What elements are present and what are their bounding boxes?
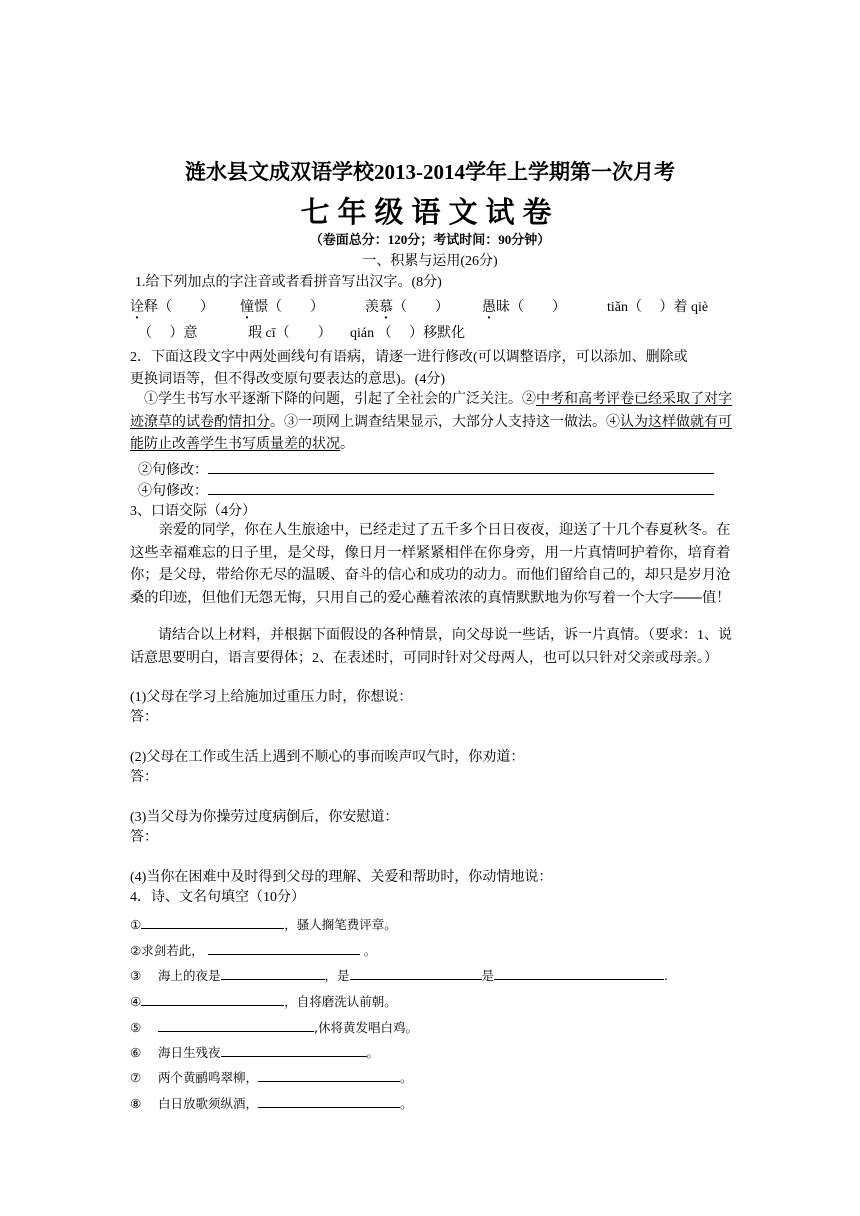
q4-line-7: ⑦ 两个黄鹂鸣翠柳， 。 — [130, 1067, 413, 1086]
q2-fix-4: ④句修改： — [138, 480, 714, 500]
q1-item-3: 羡慕（ ） — [365, 300, 449, 315]
q2-fix-2: ②句修改： — [138, 459, 714, 479]
q3-instruction: 请结合以上材料，并根据下面假设的各种情景，向父母说一些话，诉一片真情。（要求：1、说话意思要明白，语言要得体；2、在表述时，可同时针对父母两人，也可以只针对父亲或母亲。） — [130, 628, 732, 666]
q3-scenario-1: (1)父母在学习上给施加过重压力时，你想说： — [130, 690, 413, 705]
q4-line-3: ③ 海上的夜是 ，是 是 . — [130, 965, 668, 984]
q1-line2-item-3: qián （ ）移默化 — [350, 326, 466, 341]
q3-answer-3: 答： — [130, 830, 158, 845]
q4-line-8: ⑧ 白日放歌须纵酒， 。 — [130, 1093, 413, 1112]
q4-line-6: ⑥ 海日生残夜 。 — [130, 1042, 379, 1061]
exam-title: 七年级语文试卷 — [300, 197, 560, 229]
section-heading: 一、积累与运用(26分) — [362, 254, 498, 269]
q3-scenario-4: (4)当你在困难中及时得到父母的理解、关爱和帮助时，你动情地说： — [130, 870, 553, 885]
q4-line-1: ① ，骚人搁笔费评章。 — [130, 914, 397, 933]
q1-item-2: 憧憬（ ） — [240, 300, 324, 315]
q1-line2-item-1: （ ）意 — [138, 326, 198, 341]
q2-passage: ①学生书写水平逐渐下降的问题，引起了全社会的广泛关注。②中考和高考评卷已经采取了对字迹潦草的试卷酌情扣分。③一项网上调查结果显示，大部分人支持这一做法。④认为这样做就有可能防止改善学生书写质量差的状况。 — [130, 392, 732, 452]
school-title: 涟水县文成双语学校2013-2014学年上学期第一次月考 — [185, 160, 675, 184]
q4-prompt: 4．诗、文名句填空（10分） — [130, 890, 305, 905]
q1-prompt: 1.给下列加点的字注音或者看拼音写出汉字。(8分) — [135, 275, 442, 290]
q3-prompt: 3、口语交际（4分） — [130, 504, 256, 519]
q3-scenario-2: (2)父母在工作或生活上遇到不顺心的事而唉声叹气时，你劝道： — [130, 750, 525, 765]
q4-line-2: ②求剑若此， 。 — [130, 940, 376, 959]
q1-item-1: 诠释（ ） — [130, 300, 214, 315]
q1-item-4: 愚昧（ ） — [482, 300, 566, 315]
q3-answer-2: 答： — [130, 770, 158, 785]
q1-line2-item-2: 瑕 cī（ ） — [248, 326, 332, 341]
q3-scenario-3: (3)当父母为你操劳过度病倒后，你安慰道： — [130, 810, 399, 825]
q4-line-5: ⑤ ,休将黄发唱白鸡。 — [130, 1017, 418, 1036]
q3-answer-1: 答： — [130, 710, 158, 725]
q3-passage: 亲爱的同学，你在人生旅途中，已经走过了五千多个日日夜夜，迎送了十几个春夏秋冬。在这些幸福难忘的日子里，是父母，像日月一样紧紧相伴在你身旁，用一片真情呵护着你，培育着你；是父母，带给你无尽的温暖、奋斗的信心和成功的动力。而他们留给自己的，却只是岁月沧桑的印迹，但他们无怨无悔，只用自己的爱心蘸着浓浓的真情默默地为你写着一个大字——值！ — [130, 522, 731, 606]
q4-line-4: ④ ，自将磨洗认前朝。 — [130, 991, 397, 1010]
q1-item-5: tiǎn（ ）着 qiè — [607, 300, 709, 315]
exam-info: （卷面总分：120分；考试时间：90分钟） — [309, 232, 551, 247]
q2-prompt-b: 更换词语等，但不得改变原句要表达的意思)。(4分) — [130, 372, 445, 387]
q2-prompt-a: 2．下面这段文字中两处画线句有语病，请逐一进行修改(可以调整语序，可以添加、删除或 — [130, 350, 688, 365]
